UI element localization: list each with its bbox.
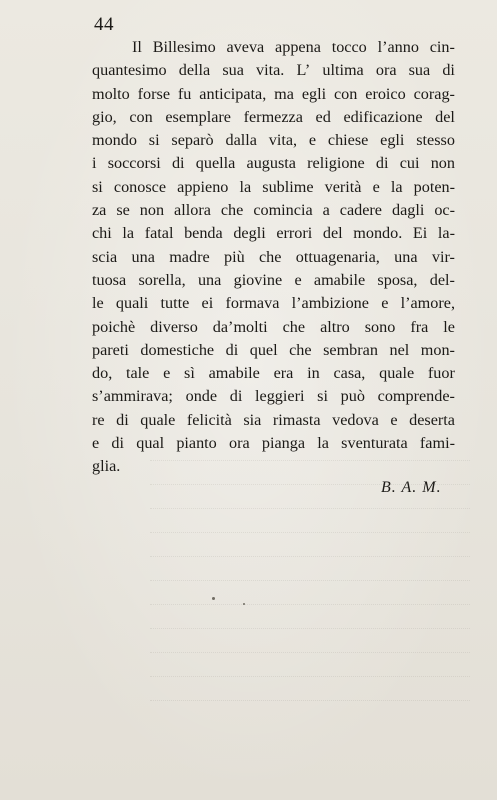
word: appena	[275, 38, 321, 56]
word: giovine	[233, 270, 283, 289]
text-line	[92, 199, 455, 222]
word: molto	[92, 84, 130, 103]
word: e	[390, 410, 398, 429]
word: qual	[136, 434, 165, 453]
word: diverso	[150, 317, 198, 336]
word: ottuagenaria,	[295, 247, 380, 266]
word: L’	[296, 61, 311, 80]
word: benda	[184, 224, 223, 243]
word: Billesimo	[152, 38, 216, 56]
word: mon-	[420, 340, 455, 359]
word: una	[394, 247, 418, 266]
word: a	[322, 201, 330, 220]
word: l’ambizione	[291, 294, 369, 313]
word: tocco	[331, 38, 367, 56]
word: chiese	[327, 131, 369, 150]
word: gio,	[92, 107, 117, 126]
paper-speck	[212, 597, 215, 600]
word: del-	[429, 270, 455, 289]
word: leggieri	[255, 387, 305, 406]
word: e	[92, 434, 100, 453]
word: conosce	[113, 177, 167, 196]
word: e	[381, 294, 389, 313]
word: eroico	[365, 84, 406, 103]
word: separò	[171, 131, 214, 150]
word: del	[435, 107, 455, 126]
word: l’amore,	[400, 294, 455, 313]
word: tutte	[160, 294, 190, 313]
word: amabile	[313, 270, 366, 289]
word: comincia	[253, 201, 313, 220]
word: formava	[225, 294, 280, 313]
word: può	[340, 387, 365, 406]
body-text	[92, 36, 455, 479]
word: stesso	[416, 131, 455, 150]
word: anticipata,	[199, 84, 267, 103]
text-line	[92, 432, 455, 455]
word: ora	[229, 434, 250, 453]
author-signature: B. A. M.	[381, 479, 442, 496]
word: sì	[184, 364, 195, 383]
word: altro	[320, 317, 350, 336]
text-line	[92, 222, 455, 245]
word: era	[273, 364, 294, 383]
word: ma	[274, 84, 294, 103]
word: religione	[307, 154, 365, 173]
word: si	[317, 387, 328, 406]
word: di	[229, 387, 243, 406]
word: ei	[201, 294, 214, 313]
word: una	[131, 247, 155, 266]
word: del	[322, 224, 343, 243]
word: con	[129, 107, 153, 126]
word: sia	[243, 410, 262, 429]
word: non	[139, 201, 165, 220]
word: mondo	[92, 131, 137, 150]
word: le	[443, 317, 455, 336]
text-line	[92, 59, 455, 82]
word: vir-	[431, 247, 455, 266]
word: vita.	[256, 61, 285, 80]
word: tale	[125, 364, 150, 383]
word: vita,	[268, 131, 298, 150]
word: chi	[92, 224, 112, 243]
text-line	[92, 83, 455, 106]
word: si	[92, 177, 103, 196]
word: cui	[399, 154, 420, 173]
word: cin-	[429, 38, 455, 56]
word: nel	[389, 340, 410, 359]
page-number: 44	[94, 14, 114, 35]
text-line	[92, 36, 455, 59]
word: in	[307, 364, 320, 383]
word: quella	[195, 154, 236, 173]
word: si	[148, 131, 160, 150]
word: appieno	[177, 177, 229, 196]
word: di	[442, 61, 455, 80]
word: allora	[174, 201, 211, 220]
word: quantesimo	[92, 61, 167, 80]
word: esemplare	[165, 107, 231, 126]
word: sembran	[323, 340, 378, 359]
word: quale	[379, 364, 415, 383]
word: che	[259, 247, 282, 266]
word: madre	[169, 247, 210, 266]
word: poten-	[413, 177, 455, 196]
word: i	[92, 154, 97, 173]
word: ed	[315, 107, 331, 126]
word: domestiche	[140, 340, 215, 359]
text-line	[92, 176, 455, 199]
text-line	[92, 106, 455, 129]
word: sorella,	[138, 270, 186, 289]
word: sublime	[262, 177, 314, 196]
paper-speck	[243, 603, 245, 605]
word: di	[225, 340, 239, 359]
word: le	[92, 294, 104, 313]
word: fuor	[427, 364, 455, 383]
word: di	[375, 154, 389, 173]
word: edificazione	[343, 107, 423, 126]
word: degli	[233, 224, 266, 243]
word: fermezza	[243, 107, 303, 126]
word: verità	[324, 177, 362, 196]
word: za	[92, 201, 107, 220]
text-line	[92, 316, 455, 339]
word: tuosa	[92, 270, 127, 289]
word: sua	[408, 61, 431, 80]
word: quale	[140, 410, 176, 429]
word: rimasta	[272, 410, 321, 429]
word: oc-	[434, 201, 455, 220]
word: fra	[410, 317, 429, 336]
word: aveva	[226, 38, 265, 56]
word: sua	[222, 61, 244, 80]
word: la-	[437, 224, 455, 243]
word: glia.	[92, 457, 121, 476]
word: della	[178, 61, 211, 80]
word: corag-	[413, 84, 455, 103]
word: sposa,	[377, 270, 418, 289]
word: comprende-	[377, 387, 455, 406]
word: fami-	[419, 434, 455, 453]
text-line	[92, 246, 455, 269]
text-line	[92, 129, 455, 152]
word: s’ammirava;	[92, 387, 173, 406]
word: amabile	[208, 364, 260, 383]
word: forse	[137, 84, 171, 103]
word: fatal	[144, 224, 174, 243]
word: dagli	[391, 201, 425, 220]
word: dalla	[225, 131, 257, 150]
text-line	[92, 269, 455, 292]
word: errori	[276, 224, 313, 243]
word: quali	[115, 294, 149, 313]
text-line	[92, 292, 455, 315]
word: da’molti	[212, 317, 268, 336]
word: felicità	[186, 410, 232, 429]
word: una	[197, 270, 222, 289]
word: do,	[92, 364, 113, 383]
word: egli	[301, 84, 327, 103]
word: di	[111, 434, 124, 453]
word: fu	[177, 84, 192, 103]
word: poichè	[92, 317, 136, 336]
word: la	[390, 177, 403, 196]
word: Il	[132, 38, 142, 56]
word: augusta	[246, 154, 296, 173]
word: e	[372, 177, 380, 196]
word: re	[92, 410, 105, 429]
word: cadere	[339, 201, 382, 220]
word: con	[334, 84, 358, 103]
word: di	[171, 154, 185, 173]
text-line	[92, 385, 455, 408]
word: di	[116, 410, 129, 429]
word: soccorsi	[107, 154, 161, 173]
word: e	[294, 270, 302, 289]
word: e	[308, 131, 317, 150]
word: pareti	[92, 340, 129, 359]
word: più	[223, 247, 245, 266]
word: vedova	[332, 410, 379, 429]
text-line	[92, 455, 455, 478]
word: sventurata	[341, 434, 408, 453]
word: non	[430, 154, 455, 173]
word: onde	[185, 387, 218, 406]
word: la	[239, 177, 252, 196]
word: Ei	[412, 224, 428, 243]
word: casa,	[333, 364, 366, 383]
word: mondo.	[353, 224, 403, 243]
word: egli	[380, 131, 405, 150]
word: e	[163, 364, 171, 383]
word: pianga	[261, 434, 306, 453]
word: scia	[92, 247, 118, 266]
word: che	[289, 340, 312, 359]
word: l’anno	[377, 38, 419, 56]
word: ultima	[322, 61, 364, 80]
word: se	[116, 201, 130, 220]
word: quel	[249, 340, 278, 359]
word: sono	[364, 317, 396, 336]
text-line	[92, 362, 455, 385]
word: deserta	[409, 410, 455, 429]
word: che	[220, 201, 244, 220]
word: che	[282, 317, 306, 336]
word: la	[122, 224, 135, 243]
text-line	[92, 339, 455, 362]
word: pianto	[176, 434, 217, 453]
text-line	[92, 409, 455, 432]
word: la	[317, 434, 329, 453]
text-line	[92, 152, 455, 175]
word: ora	[375, 61, 397, 80]
